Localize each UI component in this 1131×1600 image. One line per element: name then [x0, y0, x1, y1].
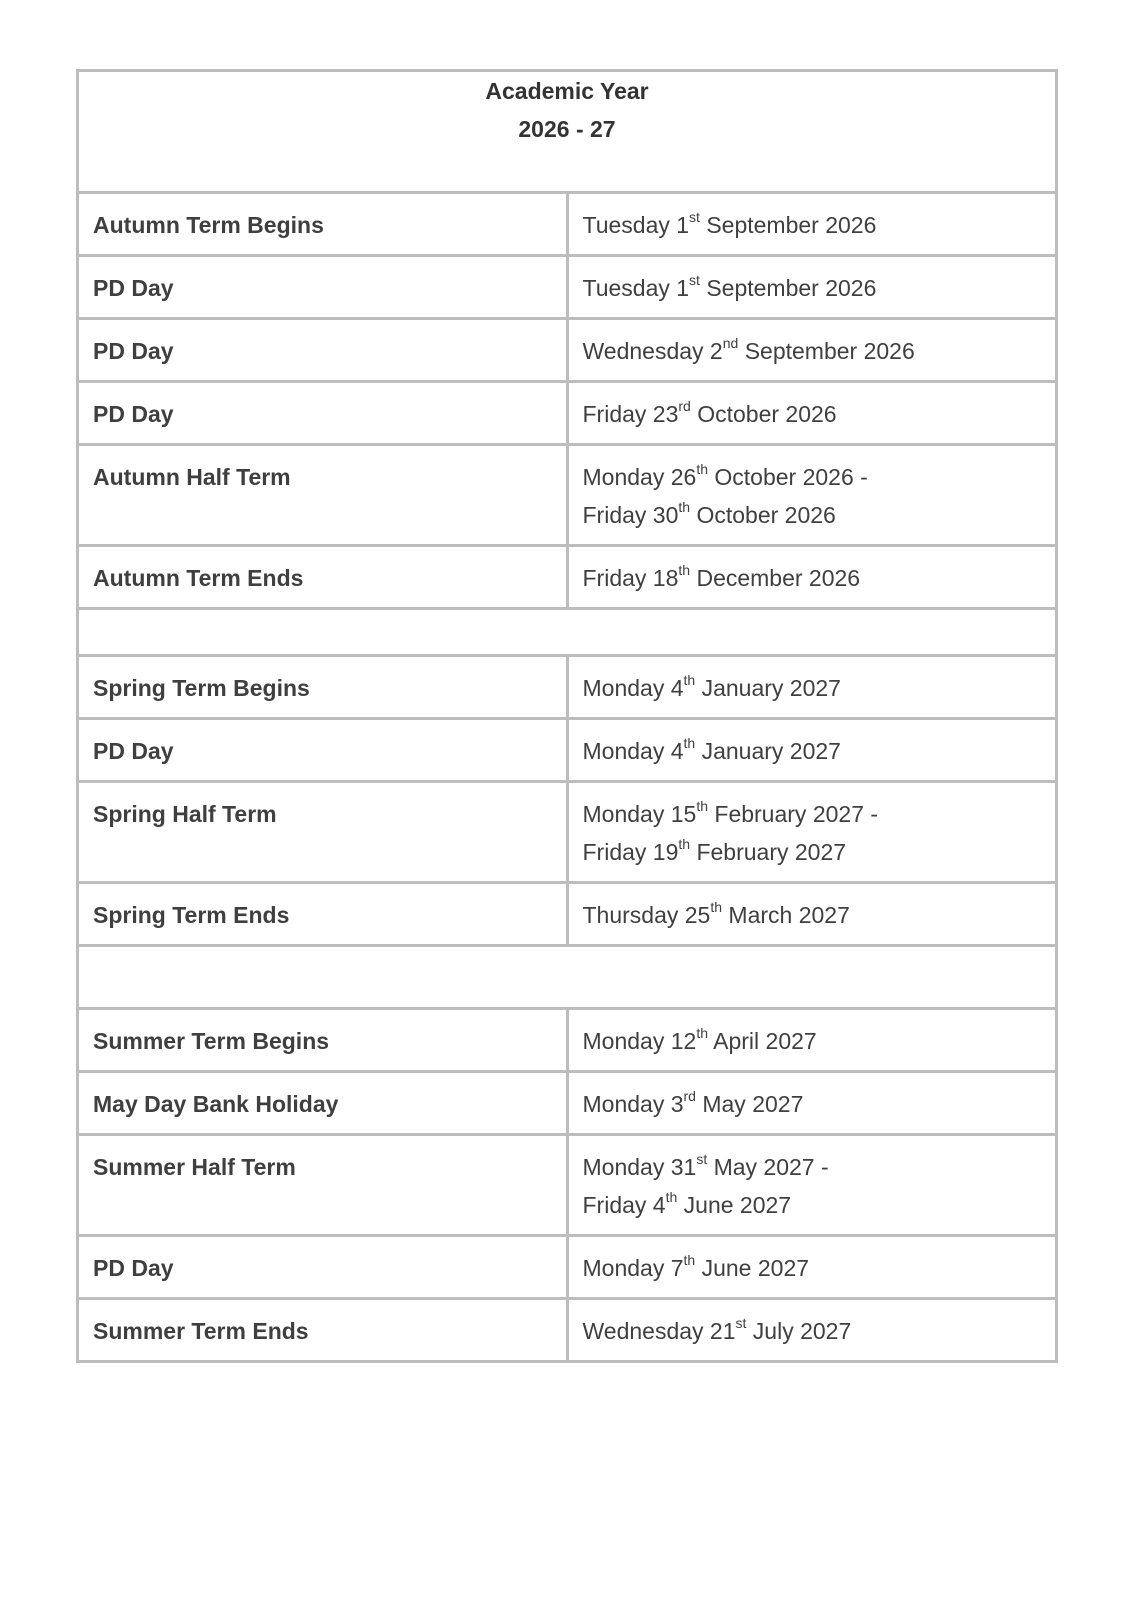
title-line-2: 2026 - 27: [518, 116, 616, 142]
event-date: Tuesday 1st September 2026: [567, 193, 1057, 256]
table-row: [78, 1236, 1057, 1299]
table-row: [78, 382, 1057, 445]
event-label: Spring Term Begins: [78, 656, 568, 719]
event-label: PD Day: [78, 319, 568, 382]
table-row: [78, 193, 1057, 256]
spacer-row: [78, 609, 1057, 656]
table-row: [78, 1009, 1057, 1072]
table-header-row: [78, 71, 1057, 193]
title-line-1: Academic Year: [485, 78, 649, 104]
event-label: PD Day: [78, 382, 568, 445]
event-label: PD Day: [78, 256, 568, 319]
event-date: Monday 4th January 2027: [567, 719, 1057, 782]
event-label: Autumn Term Ends: [78, 546, 568, 609]
spacer-cell: [78, 946, 1057, 1009]
event-date: Wednesday 21st July 2027: [567, 1299, 1057, 1362]
table-row: [78, 319, 1057, 382]
table-row: [78, 1072, 1057, 1135]
event-label: Autumn Half Term: [78, 445, 568, 546]
event-date: Monday 3rd May 2027: [567, 1072, 1057, 1135]
event-label: Summer Term Ends: [78, 1299, 568, 1362]
table-row: [78, 719, 1057, 782]
table-row: [78, 445, 1057, 546]
table-row: [78, 782, 1057, 883]
event-date: Monday 15th February 2027 - Friday 19th February 2027: [567, 782, 1057, 883]
event-label: Autumn Term Begins: [78, 193, 568, 256]
academic-calendar-table: [76, 69, 1058, 1363]
event-date: Monday 31st May 2027 - Friday 4th June 2027: [567, 1135, 1057, 1236]
table-row: [78, 1135, 1057, 1236]
event-label: May Day Bank Holiday: [78, 1072, 568, 1135]
table-row: [78, 656, 1057, 719]
event-date: Monday 26th October 2026 - Friday 30th October 2026: [567, 445, 1057, 546]
table-row: [78, 546, 1057, 609]
table-row: [78, 256, 1057, 319]
event-date: Wednesday 2nd September 2026: [567, 319, 1057, 382]
event-date: Thursday 25th March 2027: [567, 883, 1057, 946]
event-date: Tuesday 1st September 2026: [567, 256, 1057, 319]
event-label: PD Day: [78, 1236, 568, 1299]
event-label: Summer Half Term: [78, 1135, 568, 1236]
event-label: Summer Term Begins: [78, 1009, 568, 1072]
event-date: Friday 18th December 2026: [567, 546, 1057, 609]
spacer-cell: [78, 609, 1057, 656]
event-date: Monday 7th June 2027: [567, 1236, 1057, 1299]
spacer-row: [78, 946, 1057, 1009]
event-label: Spring Half Term: [78, 782, 568, 883]
event-date: Monday 4th January 2027: [567, 656, 1057, 719]
event-label: PD Day: [78, 719, 568, 782]
event-date: Monday 12th April 2027: [567, 1009, 1057, 1072]
event-label: Spring Term Ends: [78, 883, 568, 946]
table-row: [78, 1299, 1057, 1362]
table-row: [78, 883, 1057, 946]
calendar-title: [78, 71, 1057, 193]
event-date: Friday 23rd October 2026: [567, 382, 1057, 445]
